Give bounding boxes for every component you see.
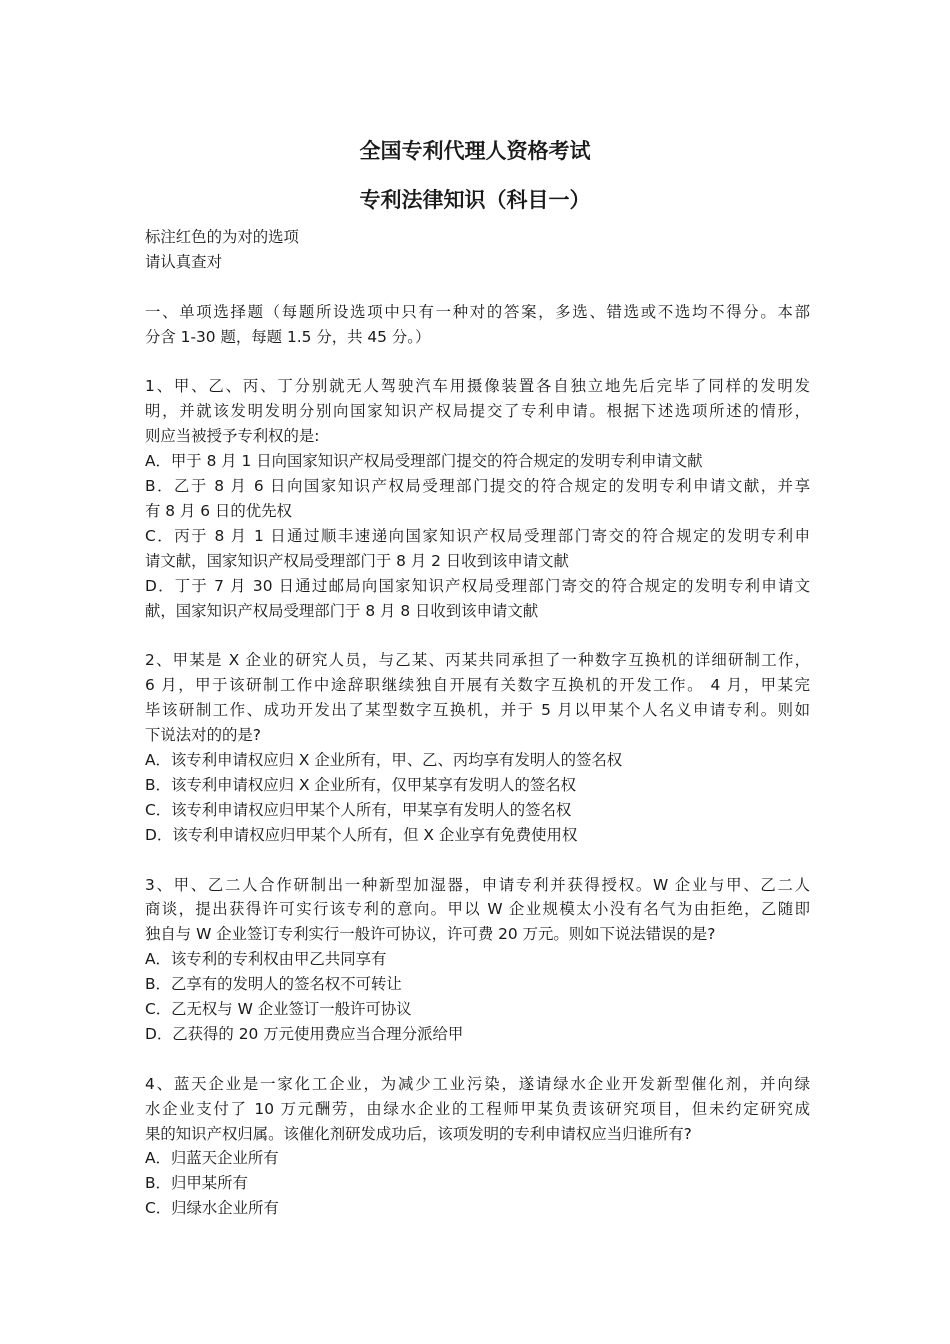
option-a: A．甲于 8 月 1 日向国家知识产权局受理部门提交的符合规定的发明专利申请文献 xyxy=(145,452,703,471)
question-stem-line: 水企业支付了 10 万元酬劳，由绿水企业的工程师甲某负责该研究项目，但未约定研究成 xyxy=(145,1099,810,1118)
question-stem-line: 果的知识产权归属。该催化剂研发成功后，该项发明的专利申请权应当归谁所有? xyxy=(145,1124,692,1143)
option-a: A．归蓝天企业所有 xyxy=(145,1149,279,1168)
section-heading xyxy=(145,300,810,350)
option-c: C．归绿水企业所有 xyxy=(145,1199,279,1218)
document-title: 全国专利代理人资格考试 xyxy=(359,139,591,163)
option-d: D．乙获得的 20 万元使用费应当合理分派给甲 xyxy=(145,1024,464,1043)
option-d: D．丁于 7 月 30 日通过邮局向国家知识产权局受理部门寄交的符合规定的发明专利申请文 xyxy=(145,576,810,595)
question-stem-line: 下说法对的的是? xyxy=(145,726,261,745)
question-stem-line: 3、甲、乙二人合作研制出一种新型加湿器，申请专利并获得授权。W 企业与甲、乙二人 xyxy=(145,875,810,894)
option-b: B．该专利申请权应归 X 企业所有，仅甲某享有发明人的签名权 xyxy=(145,775,577,794)
option-b: B．归甲某所有 xyxy=(145,1174,248,1193)
question-stem-line: 1、甲、乙、丙、丁分别就无人驾驶汽车用摄像装置各自独立地先后完毕了同样的发明发 xyxy=(145,377,810,396)
option-c: C．丙于 8 月 1 日通过顺丰速递向国家知识产权局受理部门寄交的符合规定的发明专利申 xyxy=(145,526,810,545)
question-stem-line: 4、蓝天企业是一家化工企业，为减少工业污染，遂请绿水企业开发新型催化剂，并向绿 xyxy=(145,1074,810,1093)
note-line: 标注红色的为对的选项 xyxy=(145,228,299,246)
question-3 xyxy=(145,873,810,1047)
question-stem-line: 2、甲某是 X 企业的研究人员，与乙某、丙某共同承担了一种数字互换机的详细研制工作， xyxy=(145,651,810,670)
section-line: 一、单项选择题（每题所设选项中只有一种对的答案，多选、错选或不选均不得分。本部 xyxy=(145,302,810,321)
option-c-cont: 请文献，国家知识产权局受理部门于 8 月 2 日收到该申请文献 xyxy=(145,551,569,570)
question-stem-line: 独自与 W 企业签订专利实行一般许可协议，许可费 20 万元。则如下说法错误的是? xyxy=(145,925,716,944)
question-stem-line: 商谈，提出获得许可实行该专利的意向。甲以 W 企业规模太小没有名气为由拒绝，乙随即 xyxy=(145,900,810,919)
option-b: B．乙享有的发明人的签名权不可转让 xyxy=(145,975,402,994)
question-stem-line: 毕该研制工作、成功开发出了某型数字互换机，并于 5 月以甲某个人名义申请专利。则如 xyxy=(145,701,810,720)
question-stem-line: 6 月，甲于该研制工作中途辞职继续独自开展有关数字互换机的开发工作。 4 月，甲某完 xyxy=(145,676,810,695)
question-stem-line: 则应当被授予专利权的是: xyxy=(145,427,320,446)
option-b-cont: 有 8 月 6 日的优先权 xyxy=(145,501,292,520)
option-b: B．乙于 8 月 6 日向国家知识产权局受理部门提交的符合规定的发明专利申请文献，并享 xyxy=(145,477,810,496)
question-4 xyxy=(145,1072,810,1221)
option-a: A．该专利申请权应归 X 企业所有，甲、乙、丙均享有发明人的签名权 xyxy=(145,750,623,769)
question-stem-line: 明，并就该发明发明分别向国家知识产权局提交了专利申请。根据下述选项所述的情形， xyxy=(145,402,810,421)
document-body xyxy=(145,225,810,1221)
option-d: D．该专利申请权应归甲某个人所有，但 X 企业享有免费使用权 xyxy=(145,825,578,844)
question-1 xyxy=(145,374,810,623)
question-2 xyxy=(145,648,810,847)
note-line: 请认真查对 xyxy=(145,252,222,271)
section-line: 分含 1-30 题，每题 1.5 分，共 45 分。） xyxy=(145,327,431,346)
option-c: C．乙无权与 W 企业签订一般许可协议 xyxy=(145,1000,412,1019)
option-a: A．该专利的专利权由甲乙共同享有 xyxy=(145,950,387,969)
option-c: C．该专利申请权应归甲某个人所有，甲某享有发明人的签名权 xyxy=(145,800,572,819)
document-subtitle: 专利法律知识（科目一） xyxy=(359,188,591,212)
option-d-cont: 献，国家知识产权局受理部门于 8 月 8 日收到该申请文献 xyxy=(145,601,539,620)
